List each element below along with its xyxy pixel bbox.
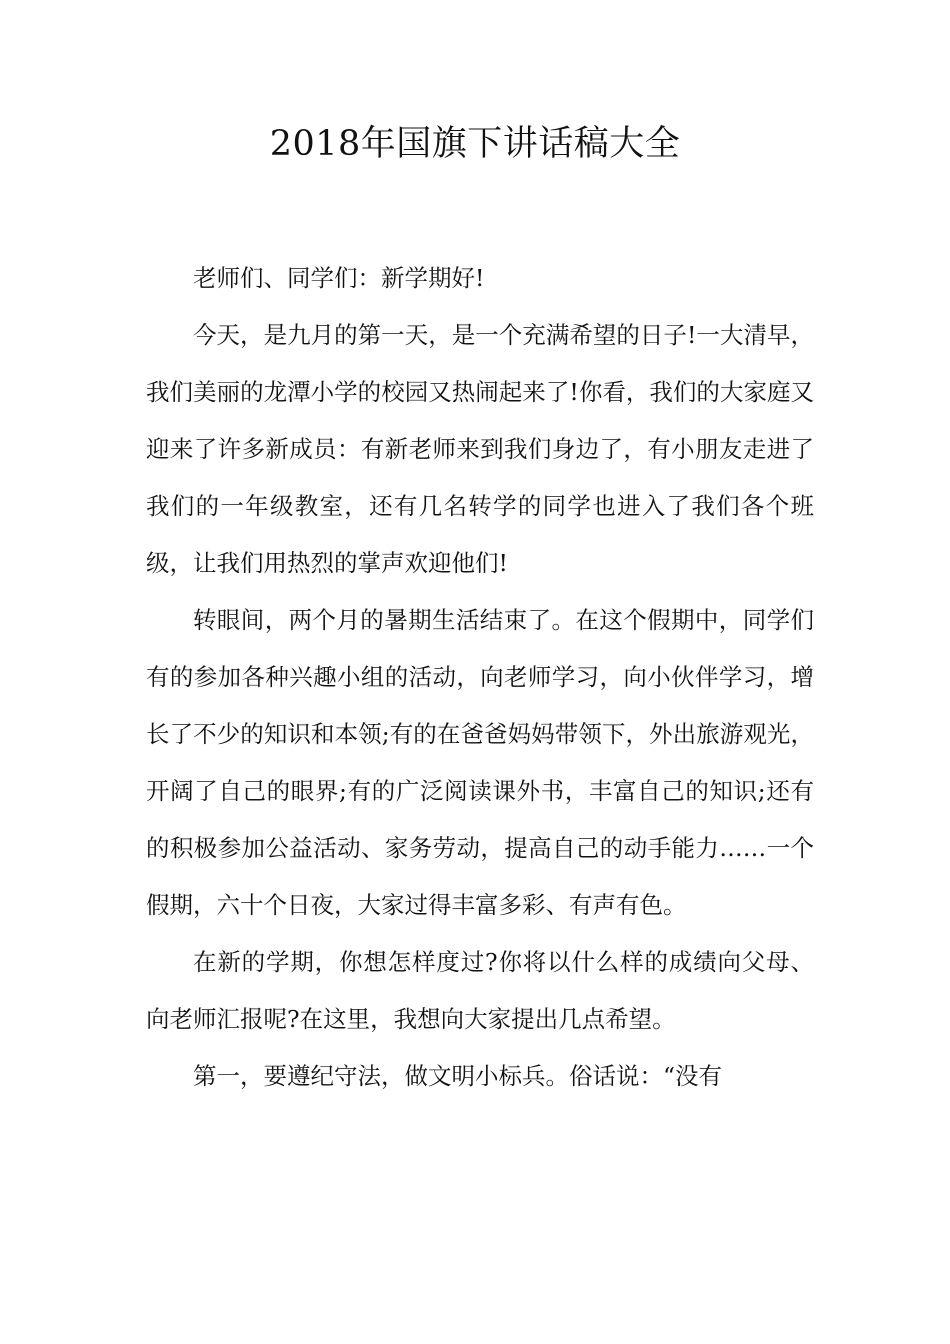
paragraph: 今天，是九月的第一天，是一个充满希望的日子!一大清早，我们美丽的龙潭小学的校园又热闹起来了!你看，我们的大家庭又迎来了许多新成员：有新老师来到我们身边了，有小朋友走进了我们的一年级教室，还有几名转学的同学也进入了我们各个班级，让我们用热烈的掌声欢迎他们! bbox=[146, 321, 814, 577]
paragraph: 在新的学期，你想怎样度过?你将以什么样的成绩向父母、向老师汇报呢?在这里，我想向大家提出几点希望。 bbox=[146, 948, 814, 1033]
document-title: 2018年国旗下讲话稿大全 bbox=[269, 124, 681, 164]
paragraph: 转眼间，两个月的暑期生活结束了。在这个假期中，同学们有的参加各种兴趣小组的活动，向老师学习，向小伙伴学习，增长了不少的知识和本领;有的在爸爸妈妈带领下，外出旅游观光，开阔了自己的眼界;有的广泛阅读课外书，丰富自己的知识;还有的积极参加公益活动、家务劳动，提高自己的动手能力……一个假期，六十个日夜，大家过得丰富多彩、有声有色。 bbox=[146, 606, 814, 919]
paragraph: 老师们、同学们：新学期好! bbox=[193, 264, 485, 292]
paragraph: 第一，要遵纪守法，做文明小标兵。俗话说：“没有 bbox=[193, 1062, 723, 1090]
document-body bbox=[146, 250, 814, 1105]
